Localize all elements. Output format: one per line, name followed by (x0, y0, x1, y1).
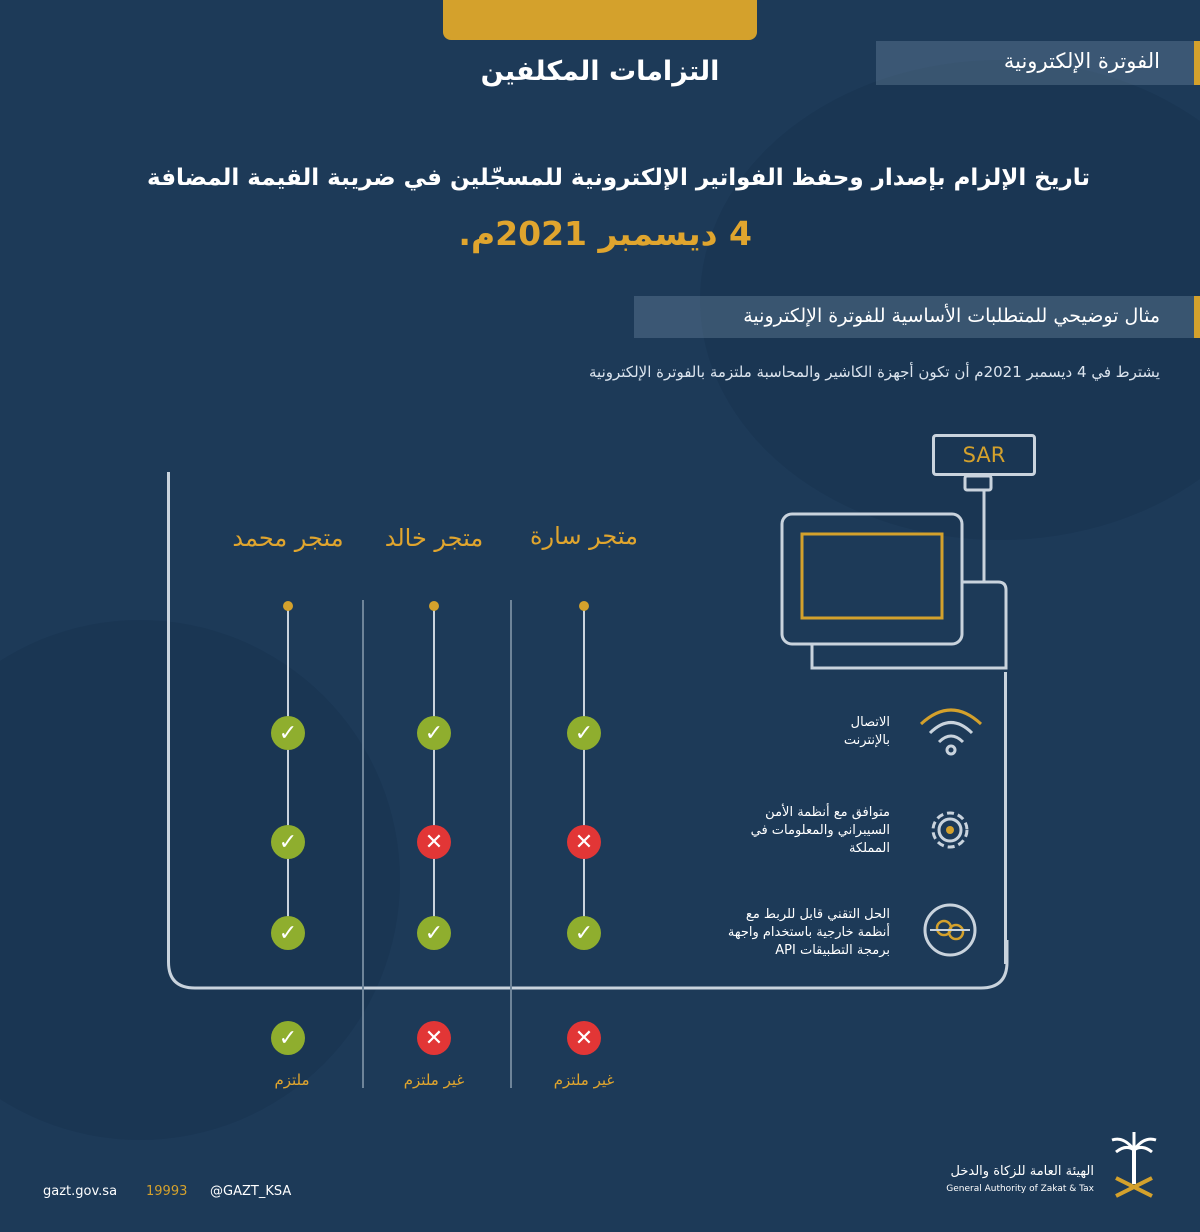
headline: تاريخ الإلزام بإصدار وحفظ الفواتير الإلكترونية للمسجّلين في ضريبة القيمة المضافة (147, 165, 1090, 191)
brand-label: الفوترة الإلكترونية (1003, 49, 1160, 73)
org-name-ar: الهيئة العامة للزكاة والدخل (950, 1164, 1094, 1179)
cross-icon: ✕ (417, 825, 451, 859)
column-divider (510, 600, 512, 1088)
frame-left-edge (167, 472, 170, 962)
org-logo-icon (1106, 1130, 1162, 1202)
cross-icon: ✕ (567, 1021, 601, 1055)
sar-display: SAR (932, 434, 1036, 476)
example-note: يشترط في 4 ديسمبر 2021م أن تكون أجهزة الكاشير والمحاسبة ملتزمة بالفوترة الإلكترونية (589, 363, 1160, 381)
frame-right-edge (1004, 672, 1007, 964)
top-tab (443, 0, 757, 40)
cross-icon: ✕ (567, 825, 601, 859)
integration-icon (922, 902, 978, 958)
footer-handle: @GAZT_KSA (210, 1184, 292, 1199)
store-track (287, 606, 289, 936)
store-verdict-mohammed: ملتزم (274, 1071, 310, 1089)
footer-website: gazt.gov.sa (43, 1184, 118, 1199)
column-divider (362, 600, 364, 1088)
check-icon: ✓ (271, 825, 305, 859)
gear-icon (922, 802, 978, 858)
example-title: مثال توضيحي للمتطلبات الأساسية للفوترة الإلكترونية (743, 305, 1160, 327)
deadline-date: 4 ديسمبر 2021م. (458, 214, 752, 253)
cashier-device-illustration (776, 474, 1012, 674)
track-start-dot (579, 601, 589, 611)
check-icon: ✓ (417, 916, 451, 950)
store-verdict-sara: غير ملتزم (553, 1071, 615, 1089)
store-verdict-khaled: غير ملتزم (403, 1071, 465, 1089)
store-name-khaled: متجر خالد (384, 524, 484, 552)
check-icon: ✓ (271, 1021, 305, 1055)
cross-icon: ✕ (417, 1021, 451, 1055)
store-name-mohammed: متجر محمد (232, 524, 344, 552)
store-name-sara: متجر سارة (529, 522, 639, 550)
track-start-dot (429, 601, 439, 611)
check-icon: ✓ (271, 716, 305, 750)
check-icon: ✓ (271, 916, 305, 950)
store-track (433, 606, 435, 936)
footer-phone: 19993 (146, 1184, 188, 1199)
page-title: التزامات المكلفين (480, 56, 720, 87)
store-track (583, 606, 585, 936)
check-icon: ✓ (417, 716, 451, 750)
requirement-label-cybersecurity: متوافق مع أنظمة الأمن السيبراني والمعلومات في المملكة (750, 805, 890, 856)
track-start-dot (283, 601, 293, 611)
requirement-label-internet: الاتصال بالإنترنت (843, 715, 890, 748)
check-icon: ✓ (567, 716, 601, 750)
wifi-icon (918, 702, 984, 760)
org-name-en: General Authority of Zakat & Tax (946, 1184, 1094, 1194)
background-decoration (0, 620, 400, 1140)
brand-label-box (876, 41, 1200, 85)
requirement-label-api: الحل التقني قابل للربط مع أنظمة خارجية باستخدام واجهة برمجة التطبيقات API (727, 907, 890, 958)
check-icon: ✓ (567, 916, 601, 950)
example-title-box (634, 296, 1200, 338)
